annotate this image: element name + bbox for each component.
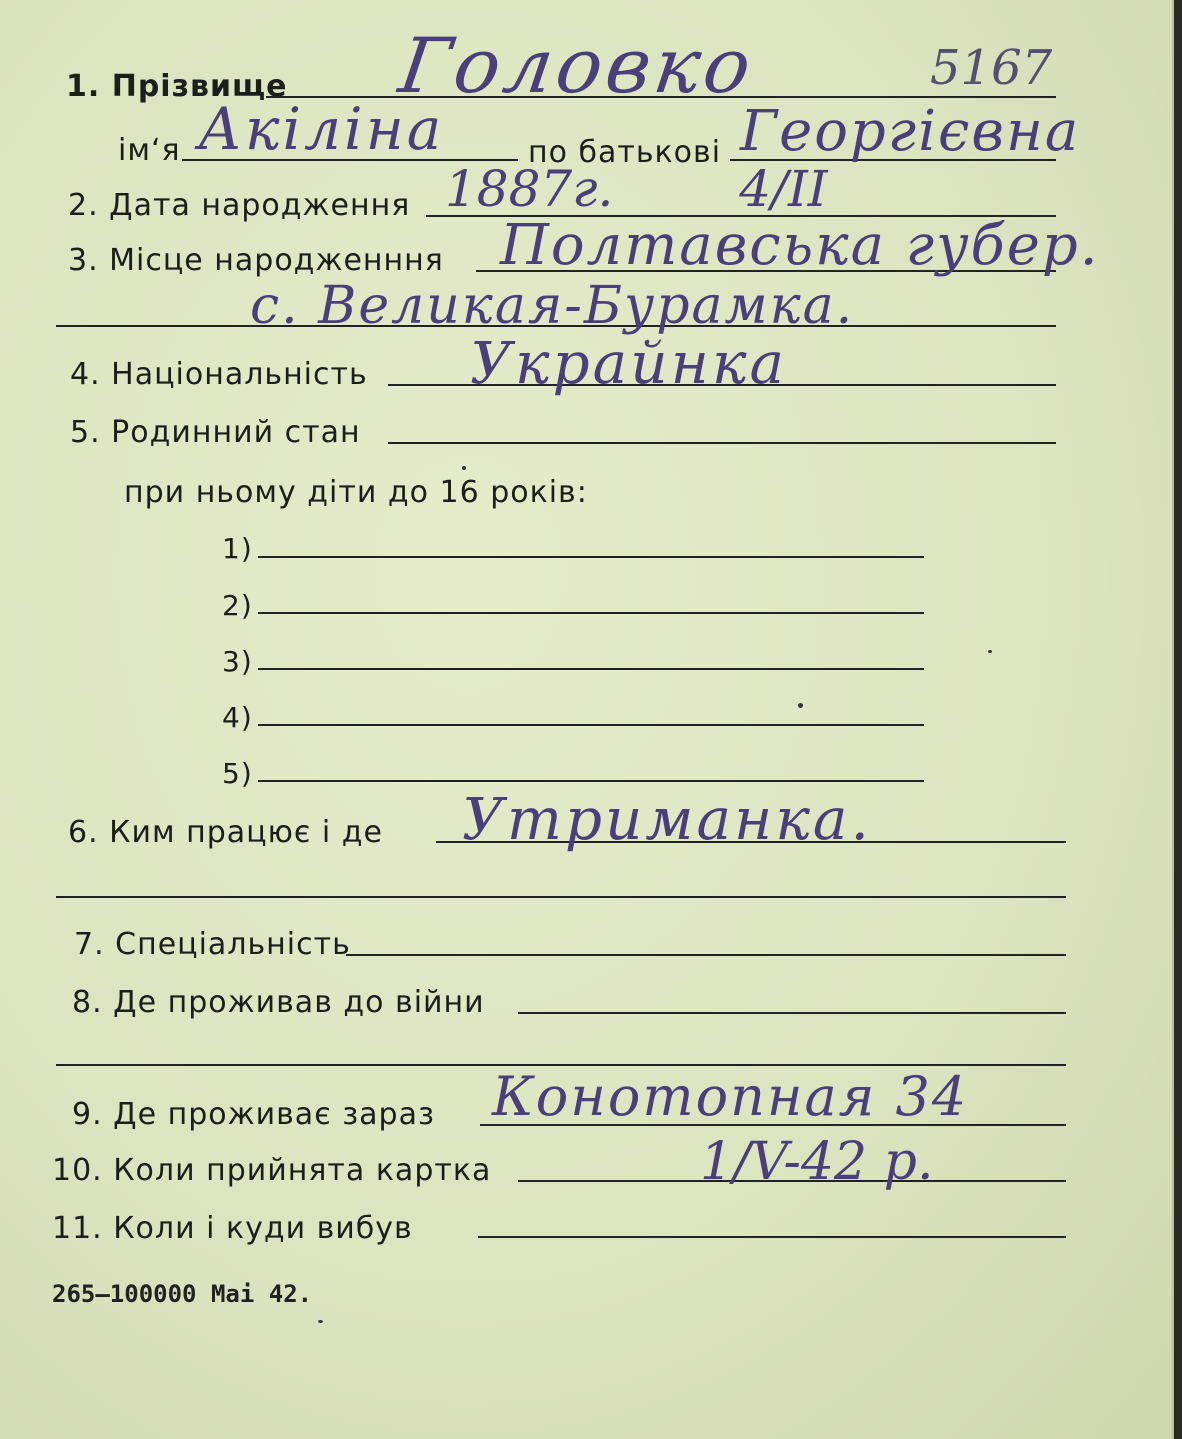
marital-status-rule — [388, 442, 1056, 444]
child-2-rule — [258, 612, 924, 614]
birth-place-label: 3. Місце народженння — [68, 243, 444, 278]
birth-place-value: Полтавська губер. — [500, 213, 1100, 278]
card-accepted-value: 1/V-42 р. — [700, 1132, 934, 1192]
child-1-rule — [258, 556, 924, 558]
surname-value: Головко — [394, 21, 761, 110]
paper-speck — [318, 1320, 323, 1323]
occupation-value: Утриманка. — [462, 785, 872, 853]
paper-speck — [988, 650, 992, 653]
child-3-number: 3) — [222, 645, 253, 678]
child-3-rule — [258, 668, 924, 670]
current-residence-value: Конотопная 34 — [492, 1065, 969, 1128]
archive-number: 5167 — [930, 40, 1053, 96]
specialty-rule — [346, 954, 1066, 956]
nationality-label: 4. Національність — [70, 357, 368, 392]
birth-date-value: 1887г. 4/II — [445, 160, 828, 218]
name-value: Акіліна — [198, 95, 445, 163]
birth-place-value-2: с. Великая-Бурамка. — [250, 276, 855, 336]
paper-speck — [798, 703, 803, 708]
marital-status-label: 5. Родинний стан — [70, 415, 361, 450]
nationality-value: Украйнка — [470, 329, 788, 397]
occupation-label: 6. Ким працює і де — [68, 815, 383, 850]
child-4-number: 4) — [222, 701, 253, 734]
patronymic-value: Георгієвна — [740, 99, 1081, 164]
current-residence-label: 9. Де проживає зараз — [72, 1097, 435, 1132]
specialty-label: 7. Спеціальність — [74, 927, 351, 962]
name-label: ім‘я — [118, 133, 181, 168]
prewar-residence-label: 8. Де проживав до війни — [72, 985, 485, 1020]
child-5-number: 5) — [222, 757, 253, 790]
child-1-number: 1) — [222, 532, 253, 565]
occupation-rule-2 — [56, 896, 1066, 898]
card-accepted-label: 10. Коли прийнята картка — [52, 1153, 492, 1188]
print-code: 265—100000 Mai 42. — [52, 1280, 313, 1308]
departure-rule — [478, 1236, 1066, 1238]
children-label: при ньому діти до 16 років: — [124, 475, 588, 510]
paper-speck — [462, 466, 466, 470]
patronymic-label: по батькові — [528, 135, 722, 170]
child-4-rule — [258, 724, 924, 726]
birth-date-label: 2. Дата народження — [68, 188, 411, 223]
surname-label: 1. Прізвище — [66, 69, 288, 104]
departure-label: 11. Коли і куди вибув — [52, 1211, 413, 1246]
prewar-residence-rule — [518, 1012, 1066, 1014]
child-2-number: 2) — [222, 589, 253, 622]
child-5-rule — [258, 780, 924, 782]
